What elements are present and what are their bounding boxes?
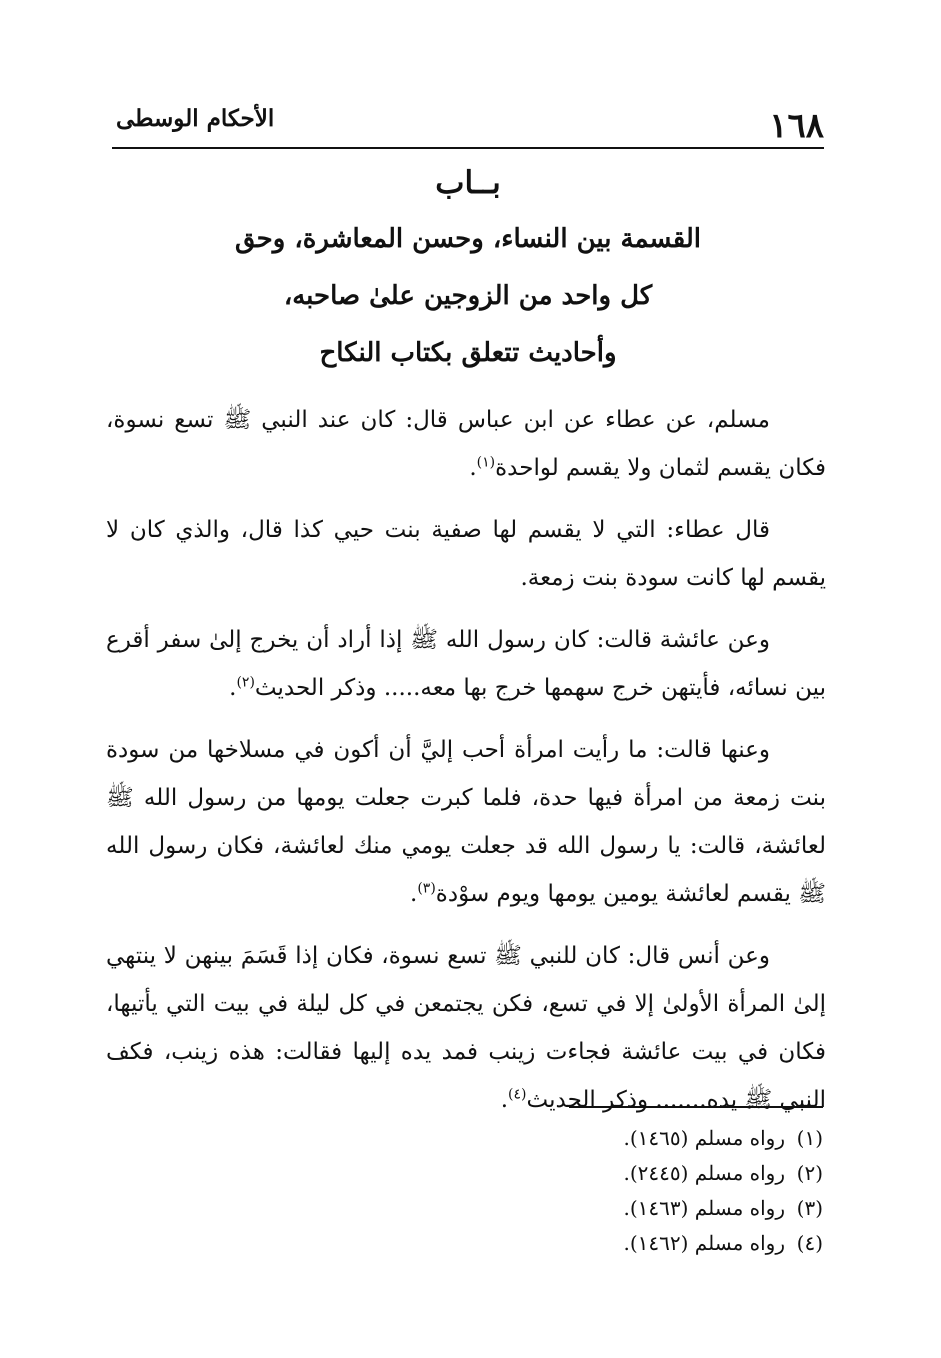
chapter-title-line-1: القسمة بين النساء، وحسن المعاشرة، وحق bbox=[234, 224, 702, 254]
chapter-heading bbox=[112, 163, 824, 382]
footnote-text: رواه مسلم (٢٤٤٥). bbox=[623, 1161, 785, 1185]
paragraph-text: وعنها قالت: ما رأيت امرأة أحب إليَّ أن أكون في مسلاخها من سودة بنت زمعة من امرأة فيها حدة، فلما كبرت جعلت يومها من رسول الله ﷺ لعائشة، قالت: يا رسول الله قد جعلت يومي منك لعائشة، فكان رسول الله ﷺ يقسم لعائشة يومين يومها ويوم سوْدة bbox=[106, 737, 826, 907]
footnote-text: رواه مسلم (١٤٦٢). bbox=[623, 1231, 785, 1255]
paragraph bbox=[106, 726, 826, 918]
chapter-label: بــاب bbox=[435, 165, 501, 201]
footnote-marker: (٤) bbox=[508, 1086, 527, 1103]
chapter-title-line-3: وأحاديث تتعلق بكتاب النكاح bbox=[319, 338, 617, 368]
chapter-title-line-2: كل واحد من الزوجين علىٰ صاحبه، bbox=[283, 281, 653, 311]
paragraph-text: وعن عائشة قالت: كان رسول الله ﷺ إذا أراد أن يخرج إلىٰ سفر أقرع بين نسائه، فأيتهن خرج سهمها خرج بها معه..... وذكر الحديث bbox=[106, 627, 826, 701]
page-header bbox=[112, 98, 824, 146]
running-title: الأحكام الوسطى bbox=[116, 105, 275, 132]
paragraph-text: وعن أنس قال: كان للنبي ﷺ تسع نسوة، فكان إذا قَسَمَ بينهن لا ينتهي إلىٰ المرأة الأولىٰ إلا في تسع، فكن يجتمعن في كل ليلة في بيت التي يأتيها، فكان في بيت عائشة فجاءت زينب فمد يده إليها فقالت: هذه زينب، فكف النبي ﷺ يده....... وذكر الحديث bbox=[106, 943, 826, 1113]
footnote-number: (٢) bbox=[796, 1161, 823, 1185]
footnote-marker: (١) bbox=[476, 454, 496, 471]
footnote bbox=[323, 1121, 823, 1156]
footnote-marker: (٣) bbox=[417, 880, 436, 897]
footnotes bbox=[323, 1121, 823, 1261]
footnote-marker: (٢) bbox=[236, 674, 255, 691]
paragraph-end: . bbox=[410, 881, 418, 907]
paragraph-end: . bbox=[469, 455, 477, 481]
footnote bbox=[323, 1156, 823, 1191]
paragraph-end: . bbox=[500, 1087, 509, 1113]
paragraph bbox=[106, 616, 826, 712]
paragraph-text: مسلم، عن عطاء عن ابن عباس قال: كان عند النبي ﷺ تسع نسوة، فكان يقسم لثمان ولا يقسم لواحدة bbox=[106, 407, 826, 481]
footnote-text: رواه مسلم (١٤٦٣). bbox=[623, 1196, 785, 1220]
footnote bbox=[323, 1226, 823, 1261]
paragraph bbox=[106, 932, 826, 1124]
paragraph-text: قال عطاء: التي لا يقسم لها صفية بنت حيي كذا قال، والذي كان لا يقسم لها كانت سودة بنت زمعة. bbox=[106, 517, 826, 591]
footnote-text: رواه مسلم (١٤٦٥). bbox=[623, 1126, 785, 1150]
page-number: ١٦٨ bbox=[769, 106, 824, 146]
paragraph-end: . bbox=[229, 675, 237, 701]
footnote-number: (٤) bbox=[796, 1231, 823, 1255]
paragraph bbox=[106, 396, 826, 492]
footnote-divider bbox=[569, 1106, 823, 1108]
header-divider bbox=[112, 147, 824, 149]
body-text bbox=[106, 396, 826, 1138]
footnote bbox=[323, 1191, 823, 1226]
paragraph bbox=[106, 506, 826, 602]
footnote-number: (٣) bbox=[796, 1196, 823, 1220]
footnote-number: (١) bbox=[796, 1126, 823, 1150]
